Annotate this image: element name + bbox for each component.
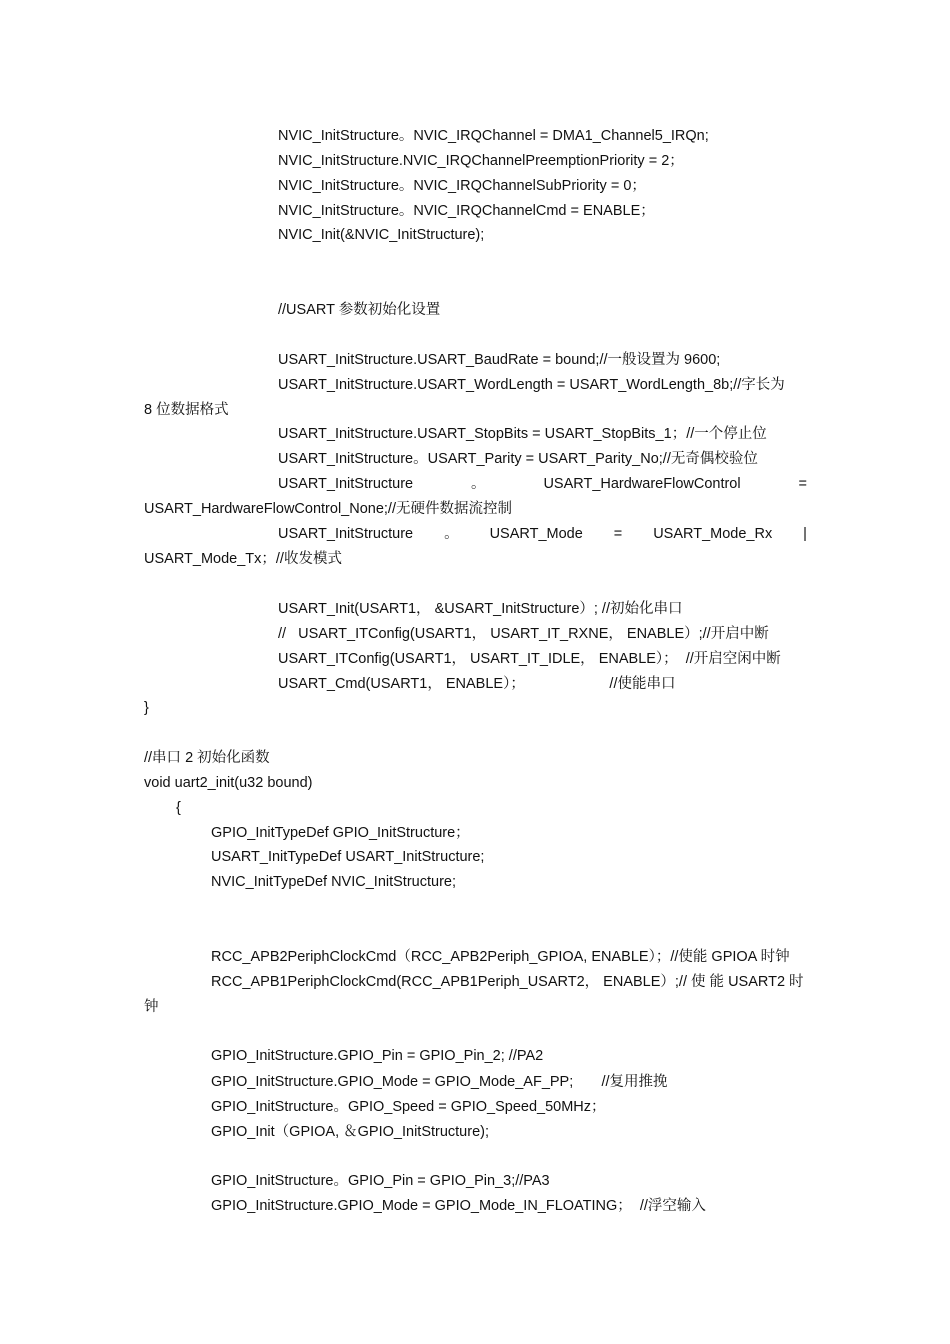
code-line: USART_Init(USART1， &USART_InitStructure）; //初始化串口 — [278, 601, 683, 617]
code-line-wrap: USART_HardwareFlowControl_None;//无硬件数据流控制 — [144, 501, 512, 517]
code-line: GPIO_InitStructure.GPIO_Pin = GPIO_Pin_2; //PA2 — [211, 1048, 544, 1064]
code-line: USART_InitStructure.USART_StopBits = USART_StopBits_1；//一个停止位 — [278, 426, 767, 442]
code-line: NVIC_InitStructure。NVIC_IRQChannelSubPriority = 0； — [278, 178, 646, 194]
code-line-wrap: 8 位数据格式 — [144, 402, 229, 418]
opening-brace: { — [176, 800, 181, 816]
code-token: USART_Mode_Rx — [653, 526, 773, 542]
code-line: USART_InitStructure.USART_WordLength = USART_WordLength_8b;//字长为 — [278, 377, 785, 393]
code-line-wrap: USART_Mode_Tx；//收发模式 — [144, 551, 342, 567]
code-line: NVIC_InitStructure。NVIC_IRQChannel = DMA1_Channel5_IRQn; — [278, 128, 709, 144]
code-line-wrap: 钟 — [144, 999, 159, 1015]
closing-brace: } — [144, 700, 149, 716]
code-comment: //串口 2 初始化函数 — [144, 750, 270, 766]
code-comment: //USART 参数初始化设置 — [278, 302, 441, 318]
code-token: 。 — [471, 476, 486, 492]
code-token: USART_InitStructure — [278, 526, 414, 542]
code-token: = — [613, 526, 623, 542]
code-line: USART_InitTypeDef USART_InitStructure; — [211, 849, 485, 865]
code-line: GPIO_InitStructure.GPIO_Mode = GPIO_Mode_AF_PP; //复用推挽 — [211, 1074, 668, 1090]
code-line: USART_Cmd(USART1， ENABLE）； //使能串口 — [278, 676, 676, 692]
code-line-justified — [278, 524, 807, 544]
function-signature: void uart2_init(u32 bound) — [144, 775, 313, 791]
code-token: | — [803, 526, 807, 542]
code-line: NVIC_InitStructure.NVIC_IRQChannelPreemptionPriority = 2； — [278, 153, 684, 169]
code-token: 。 — [444, 526, 459, 542]
code-token: USART_HardwareFlowControl — [543, 476, 741, 492]
code-line: NVIC_InitStructure。NVIC_IRQChannelCmd = ENABLE； — [278, 203, 655, 219]
code-line: USART_InitStructure.USART_BaudRate = bound;//一般设置为 9600; — [278, 352, 721, 368]
code-line: GPIO_InitStructure。GPIO_Pin = GPIO_Pin_3;//PA3 — [211, 1173, 550, 1189]
code-line: GPIO_InitStructure。GPIO_Speed = GPIO_Speed_50MHz； — [211, 1099, 606, 1115]
code-line: // USART_ITConfig(USART1， USART_IT_RXNE， ENABLE）;//开启中断 — [278, 626, 769, 642]
code-line: NVIC_InitTypeDef NVIC_InitStructure; — [211, 874, 456, 890]
code-line-justified — [278, 474, 807, 494]
code-line: USART_ITConfig(USART1， USART_IT_IDLE， ENABLE）； //开启空闲中断 — [278, 651, 781, 667]
code-line: RCC_APB1PeriphClockCmd(RCC_APB1Periph_USART2， ENABLE）;// 使 能 USART2 时 — [211, 974, 804, 990]
code-token: USART_InitStructure — [278, 476, 414, 492]
code-line: RCC_APB2PeriphClockCmd（RCC_APB2Periph_GPIOA, ENABLE）；//使能 GPIOA 时钟 — [211, 949, 790, 965]
code-token: USART_Mode — [489, 526, 583, 542]
code-line: GPIO_Init（GPIOA, ＆GPIO_InitStructure); — [211, 1124, 489, 1140]
code-line: NVIC_Init(&NVIC_InitStructure); — [278, 227, 485, 243]
code-line: GPIO_InitStructure.GPIO_Mode = GPIO_Mode_IN_FLOATING； //浮空输入 — [211, 1198, 706, 1214]
code-line: USART_InitStructure。USART_Parity = USART_Parity_No;//无奇偶校验位 — [278, 451, 758, 467]
code-token: = — [798, 476, 807, 492]
code-line: GPIO_InitTypeDef GPIO_InitStructure； — [211, 825, 470, 841]
